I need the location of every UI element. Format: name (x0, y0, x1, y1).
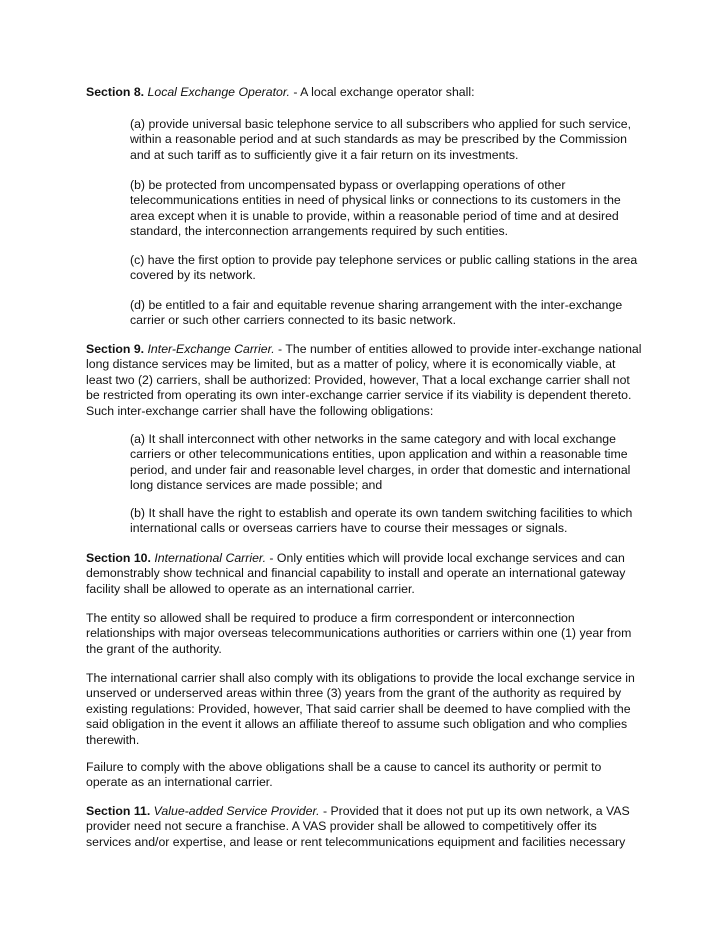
section-10-heading: Section 10. (86, 551, 151, 565)
section-10-body (86, 551, 642, 597)
section-8-item-a: (a) provide universal basic telephone service to all subscribers who applied for such service, within a reasonable period and at such standards as may be prescribed by the Commission and at such tariff as to sufficiently give it a fair return on its investments. (130, 117, 632, 162)
section-8-title: Local Exchange Operator. (147, 85, 290, 99)
section-10-paragraph: The entity so allowed shall be required to produce a firm correspondent or interconnection relationships with major overseas telecommunications authorities or carriers within one (1) year from the grant of the authority. (86, 611, 632, 656)
section-8-heading: Section 8. (86, 85, 145, 99)
section-8-item-b: (b) be protected from uncompensated bypass or overlapping operations of other telecommunications entities in need of physical links or connections to its customers in the area except when it is unable to provide, within a reasonable period of time and at desired standard, the interconnection arrangements required by such entities. (130, 178, 621, 239)
section-11-body-text: - Provided that it does not put up its own network, a VAS provider need not secure a franchise. A VAS provider shall be allowed to competitively offer its services and/or expertise, and lease or rent telecommunications equipment and facilities necessary (86, 804, 630, 849)
section-11-heading: Section 11. (86, 804, 151, 818)
section-10-title: International Carrier. (154, 551, 266, 565)
section-9-item-a: (a) It shall interconnect with other networks in the same category and with local exchange carriers or other telecommunications entities, upon application and within a reasonable time period, and under fair and reasonable level charges, in order that domestic and international long distance services are made possible; and (130, 432, 631, 493)
section-8-intro (86, 85, 642, 100)
section-11-body (86, 804, 642, 850)
section-9-body-text: - The number of entities allowed to provide inter-exchange national long distance services may be limited, but as a matter of policy, where it is economically viable, at least two (2) carriers, shall be authorized: Provided, however, That a local exchange carrier shall not be restricted from operating its own inter-exchange carrier service if its viability is dependent thereto. Such inter-exchange carrier shall have the following obligations: (86, 342, 642, 418)
section-8-item-d: (d) be entitled to a fair and equitable revenue sharing arrangement with the inter-exchange carrier or such other carriers connected to its basic network. (130, 298, 623, 328)
section-9-body (86, 342, 642, 419)
section-9-heading: Section 9. (86, 342, 145, 356)
section-10-body-text: - Only entities which will provide local exchange services and can demonstrably show technical and financial capability to install and operate an international gateway facility shall be allowed to operate as an international carrier. (86, 551, 626, 596)
section-10-paragraph: Failure to comply with the above obligations shall be a cause to cancel its authority or permit to operate as an international carrier. (86, 760, 602, 790)
section-11-title: Value-added Service Provider. (153, 804, 320, 818)
section-8-item-c: (c) have the first option to provide pay telephone services or public calling stations in the area covered by its network. (130, 253, 638, 283)
section-9-item-b: (b) It shall have the right to establish and operate its own tandem switching facilities to which international calls or overseas carriers have to course their messages or signals. (130, 506, 633, 536)
section-10-paragraph: The international carrier shall also comply with its obligations to provide the local exchange service in unserved or underserved areas within three (3) years from the grant of the authority as required by existing regulations: Provided, however, That said carrier shall be deemed to have complied with the said obligation in the event it allows an affiliate thereof to assume such obligation and who complies therewith. (86, 671, 635, 747)
section-8-intro-text: - A local exchange operator shall: (289, 85, 475, 99)
section-9-title: Inter-Exchange Carrier. (147, 342, 275, 356)
